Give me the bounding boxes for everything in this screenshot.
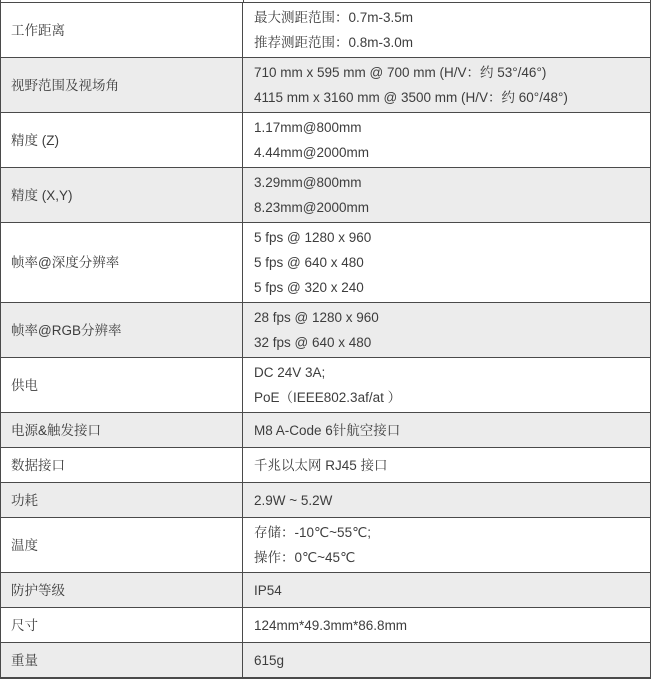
spec-row <box>1 518 651 573</box>
spec-value <box>243 358 651 413</box>
spec-value <box>243 113 651 168</box>
spec-value-line: 存储：-10℃~55℃; <box>254 525 371 540</box>
spec-value <box>243 518 651 573</box>
spec-row <box>1 3 651 58</box>
spec-value-line: DC 24V 3A; <box>254 365 326 380</box>
spec-row <box>1 643 651 679</box>
spec-value-line: 3.29mm@800mm <box>254 175 362 190</box>
spec-value-line: 5 fps @ 640 x 480 <box>254 255 364 270</box>
spec-label: 防护等级 <box>1 573 243 608</box>
spec-value <box>243 303 651 358</box>
spec-value-line: 4115 mm x 3160 mm @ 3500 mm (H/V：约 60°/48°) <box>254 90 568 105</box>
spec-label: 工作距离 <box>1 3 243 58</box>
spec-value-line: 4.44mm@2000mm <box>254 145 369 160</box>
spec-row <box>1 608 651 643</box>
spec-label: 电源&触发接口 <box>1 413 243 448</box>
spec-value <box>243 608 651 643</box>
spec-value <box>243 573 651 608</box>
spec-value <box>243 58 651 113</box>
spec-value-line: 615g <box>254 652 285 668</box>
spec-label: 功耗 <box>1 483 243 518</box>
spec-value-line: 124mm*49.3mm*86.8mm <box>254 617 408 633</box>
spec-value-line: 千兆以太网 RJ45 接口 <box>254 457 388 473</box>
spec-value <box>243 413 651 448</box>
spec-value-line: 710 mm x 595 mm @ 700 mm (H/V：约 53°/46°) <box>254 65 547 80</box>
spec-value-line: M8 A-Code 6针航空接口 <box>254 422 401 438</box>
spec-value-line: 32 fps @ 640 x 480 <box>254 335 372 350</box>
spec-row <box>1 413 651 448</box>
column-divider <box>243 0 244 2</box>
spec-value-line: 28 fps @ 1280 x 960 <box>254 310 379 325</box>
spec-label: 精度 (Z) <box>1 113 243 168</box>
spec-label: 温度 <box>1 518 243 573</box>
spec-value-line: 最大测距范围：0.7m-3.5m <box>254 10 414 25</box>
spec-value-line: 5 fps @ 1280 x 960 <box>254 230 372 245</box>
spec-value <box>243 223 651 303</box>
spec-value-line: 5 fps @ 320 x 240 <box>254 280 364 295</box>
spec-value-line: PoE（IEEE802.3af/at ） <box>254 390 402 405</box>
spec-value <box>243 168 651 223</box>
spec-label: 精度 (X,Y) <box>1 168 243 223</box>
spec-value-line: 2.9W ~ 5.2W <box>254 492 333 508</box>
spec-label: 重量 <box>1 643 243 679</box>
spec-label: 数据接口 <box>1 448 243 483</box>
spec-value-line: 8.23mm@2000mm <box>254 200 369 215</box>
spec-table <box>0 2 651 679</box>
spec-row <box>1 448 651 483</box>
spec-row <box>1 303 651 358</box>
spec-row <box>1 113 651 168</box>
spec-row <box>1 223 651 303</box>
spec-row <box>1 58 651 113</box>
spec-row <box>1 573 651 608</box>
spec-row <box>1 483 651 518</box>
spec-value <box>243 3 651 58</box>
spec-label: 视野范围及视场角 <box>1 58 243 113</box>
spec-label: 帧率@深度分辨率 <box>1 223 243 303</box>
spec-value-line: 操作：0℃~45℃ <box>254 550 356 565</box>
spec-value-line: IP54 <box>254 582 282 598</box>
table-top-clipped-row <box>0 0 651 2</box>
spec-label: 尺寸 <box>1 608 243 643</box>
spec-label: 帧率@RGB分辨率 <box>1 303 243 358</box>
spec-value-line: 1.17mm@800mm <box>254 120 362 135</box>
spec-value <box>243 483 651 518</box>
spec-row <box>1 358 651 413</box>
spec-value <box>243 643 651 679</box>
spec-row <box>1 168 651 223</box>
spec-label: 供电 <box>1 358 243 413</box>
spec-value <box>243 448 651 483</box>
spec-value-line: 推荐测距范围：0.8m-3.0m <box>254 35 414 50</box>
